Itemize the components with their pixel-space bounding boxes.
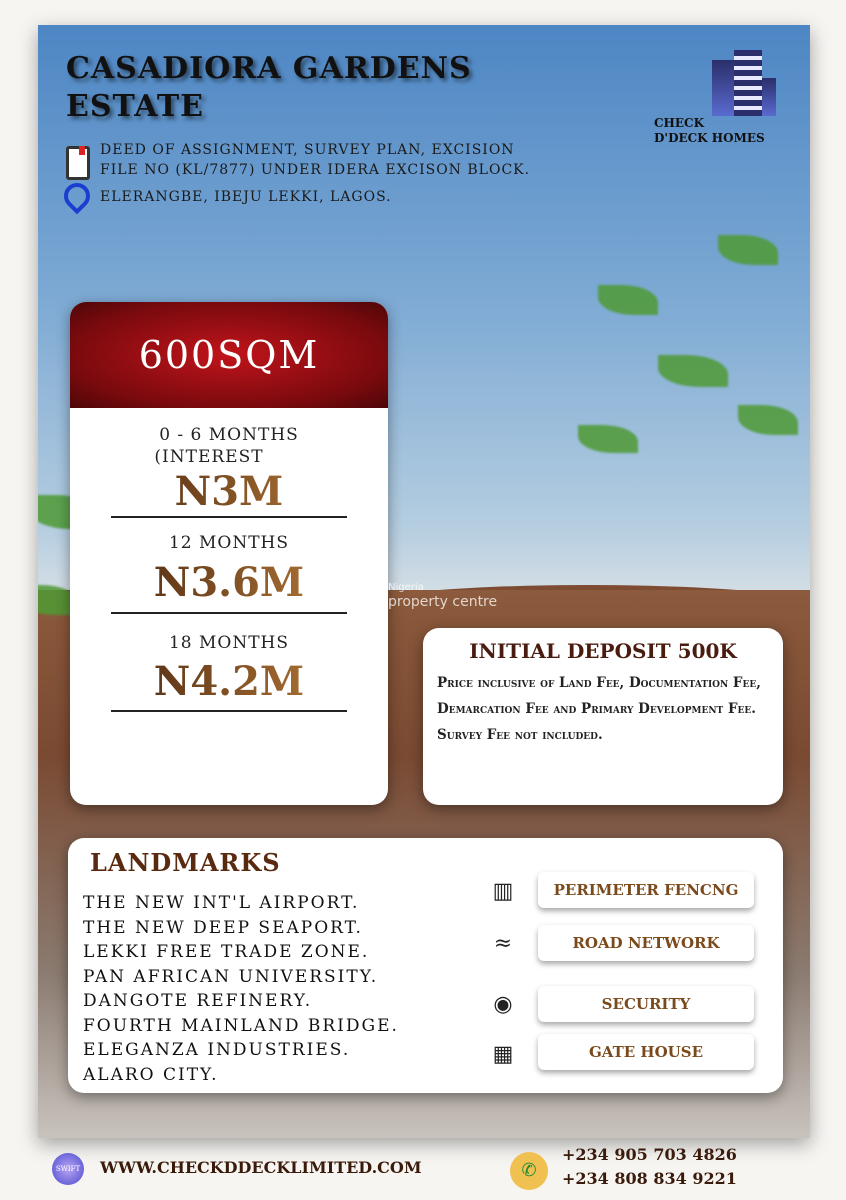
globe-label: SWIFT xyxy=(55,1165,81,1173)
title-line1: CASADIORA GARDENS xyxy=(66,51,472,86)
document-icon xyxy=(66,146,90,180)
logo-text xyxy=(654,116,765,146)
feature-perimeter-fencing: PERIMETER FENCNG xyxy=(538,872,754,908)
feature-road-network: ROAD NETWORK xyxy=(538,925,754,961)
logo-building xyxy=(712,60,734,116)
plan-term: 0 - 6 MONTHS xyxy=(159,425,299,445)
road-icon: ≈ xyxy=(493,931,513,956)
watermark-line1: Nigeria xyxy=(388,582,424,593)
leaf xyxy=(598,285,658,315)
deposit-title: INITIAL DEPOSIT 500K xyxy=(469,639,737,663)
documents-info xyxy=(100,140,530,180)
feature-gate-house: GATE HOUSE xyxy=(538,1034,754,1070)
logo-line1: CHECK xyxy=(654,116,705,130)
location-text: ELERANGBE, IBEJU LEKKI, LAGOS. xyxy=(100,189,392,205)
watermark xyxy=(388,581,497,611)
globe-icon xyxy=(52,1153,84,1185)
leaf xyxy=(738,405,798,435)
phone-number[interactable]: +234 905 703 4826 xyxy=(562,1145,737,1164)
deposit-card xyxy=(423,628,783,805)
plan-amount: N3.6M xyxy=(70,554,388,612)
logo-building xyxy=(734,50,762,116)
deposit-text: Price inclusive of Land Fee, Documentation Fee, Demarcation Fee and Primary Development Fee. Survey Fee not included. xyxy=(437,675,761,743)
estate-title xyxy=(66,50,472,126)
landmarks-list xyxy=(83,891,399,1087)
plan-amount: N4.2M xyxy=(70,654,388,710)
title-line2: ESTATE xyxy=(66,89,205,124)
fence-icon: ▥ xyxy=(492,879,514,904)
logo-line2: D'DECK HOMES xyxy=(654,131,765,145)
landmark-item: THE NEW DEEP SEAPORT. xyxy=(83,917,363,938)
plan-amount: N3M xyxy=(70,468,388,516)
landmark-item: PAN AFRICAN UNIVERSITY. xyxy=(83,966,379,987)
landmark-item: ELEGANZA INDUSTRIES. xyxy=(83,1040,351,1060)
leaf xyxy=(718,235,778,265)
landmarks-card xyxy=(68,838,783,1093)
phone-number[interactable]: +234 808 834 9221 xyxy=(562,1169,737,1188)
divider xyxy=(111,612,347,614)
cctv-icon: ◉ xyxy=(493,992,513,1017)
plan-term: 12 MONTHS xyxy=(168,533,290,553)
leaf xyxy=(658,355,728,387)
leaf xyxy=(578,425,638,453)
divider xyxy=(111,710,347,712)
divider xyxy=(111,516,347,518)
company-logo xyxy=(650,50,800,146)
landmark-item: LEKKI FREE TRADE ZONE. xyxy=(83,942,370,962)
documents-line2: FILE NO (KL/7877) UNDER IDERA EXCISON BLOCK. xyxy=(100,162,531,178)
landmark-item: THE NEW INT'L AIRPORT. xyxy=(83,893,360,913)
price-card xyxy=(70,302,388,805)
plan-term: 18 MONTHS xyxy=(168,633,290,653)
landmark-item: DANGOTE REFINERY. xyxy=(83,991,313,1011)
watermark-line2: property centre xyxy=(388,594,498,610)
landmark-item: ALARO CITY. xyxy=(83,1064,219,1085)
landmark-item: FOURTH MAINLAND BRIDGE. xyxy=(83,1015,399,1036)
gate-icon: ▦ xyxy=(492,1042,514,1067)
whatsapp-icon: ✆ xyxy=(510,1152,548,1190)
plot-size: 600SQM xyxy=(70,302,388,408)
website-link[interactable]: WWW.CHECKDDECKLIMITED.COM xyxy=(100,1158,422,1177)
documents-line1: DEED OF ASSIGNMENT, SURVEY PLAN, EXCISION xyxy=(100,142,515,158)
logo-building xyxy=(762,78,776,116)
plan-note: (INTEREST xyxy=(154,447,264,467)
feature-security: SECURITY xyxy=(538,986,754,1022)
landmarks-title: LANDMARKS xyxy=(90,848,281,877)
